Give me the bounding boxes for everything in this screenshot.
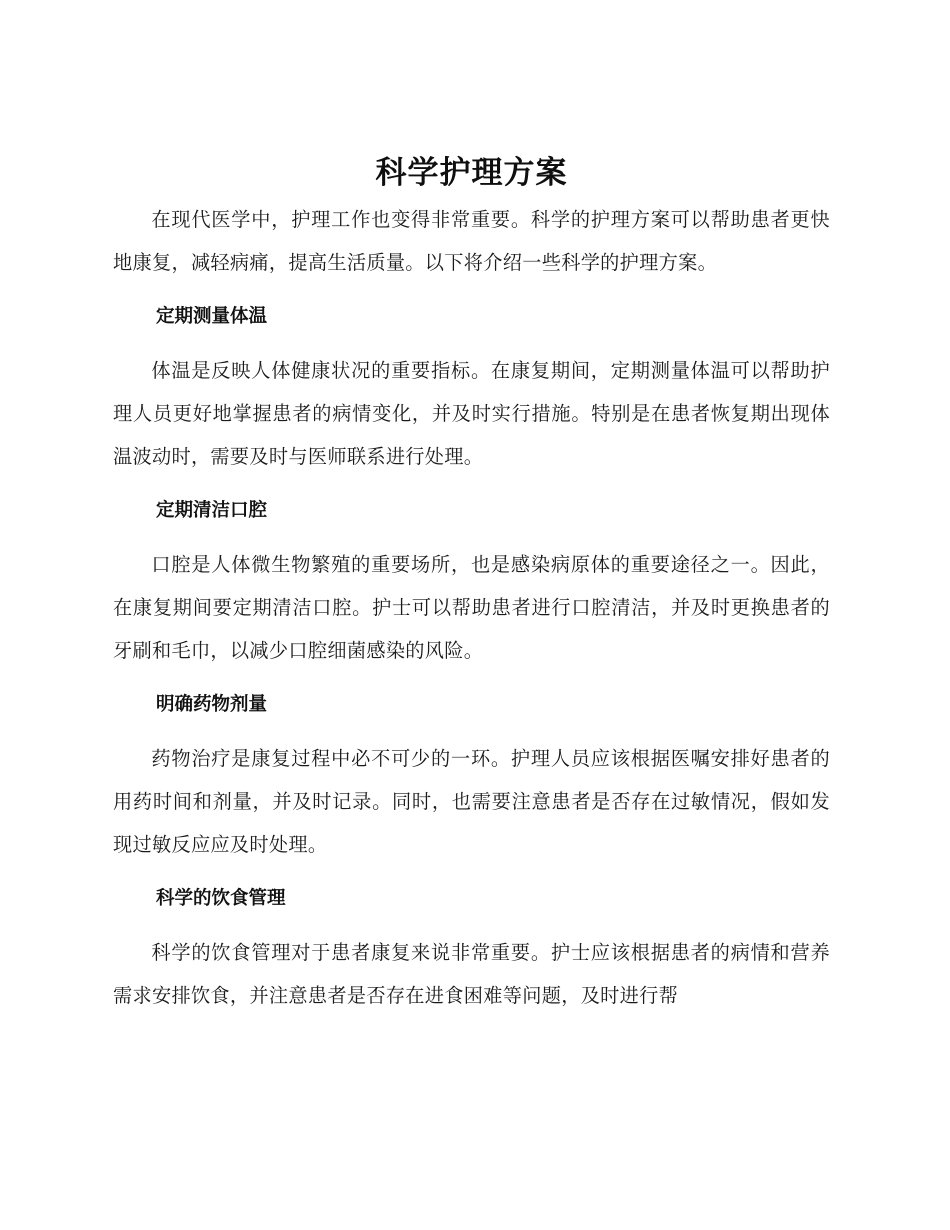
intro-paragraph: 在现代医学中，护理工作也变得非常重要。科学的护理方案可以帮助患者更快地康复，减轻病痛，提高生活质量。以下将介绍一些科学的护理方案。	[113, 208, 830, 274]
spacer	[113, 866, 830, 877]
section-heading-temperature: 定期测量体温	[156, 306, 268, 327]
spacer	[113, 726, 830, 737]
section-body-temperature: 体温是反映人体健康状况的重要指标。在康复期间，定期测量体温可以帮助护理人员更好地掌握患者的病情变化，并及时实行措施。特别是在患者恢复期出现体温波动时，需要及时与医师联系进行处理。	[113, 359, 830, 468]
section-heading-oral-care: 定期清洁口腔	[156, 500, 268, 521]
spacer	[113, 672, 830, 683]
spacer	[113, 920, 830, 931]
document-title: 科学护理方案	[375, 155, 568, 191]
spacer	[113, 284, 830, 295]
section-body-diet: 科学的饮食管理对于患者康复来说非常重要。护士应该根据患者的病情和营养需求安排饮食，并注意患者是否存在进食困难等问题，及时进行帮	[113, 941, 830, 1007]
section-body-oral-care: 口腔是人体微生物繁殖的重要场所，也是感染病原体的重要途径之一。因此，在康复期间要定期清洁口腔。护士可以帮助患者进行口腔清洁，并及时更换患者的牙刷和毛巾，以减少口腔细菌感染的风险。	[113, 553, 830, 662]
section-heading-medication: 明确药物剂量	[156, 694, 268, 715]
section-body-medication: 药物治疗是康复过程中必不可少的一环。护理人员应该根据医嘱安排好患者的用药时间和剂量，并及时记录。同时，也需要注意患者是否存在过敏情况，假如发现过敏反应应及时处理。	[113, 747, 830, 856]
document-body	[113, 151, 830, 1017]
spacer	[113, 338, 830, 349]
spacer	[113, 532, 830, 543]
section-heading-diet: 科学的饮食管理	[156, 888, 286, 909]
spacer	[113, 478, 830, 489]
